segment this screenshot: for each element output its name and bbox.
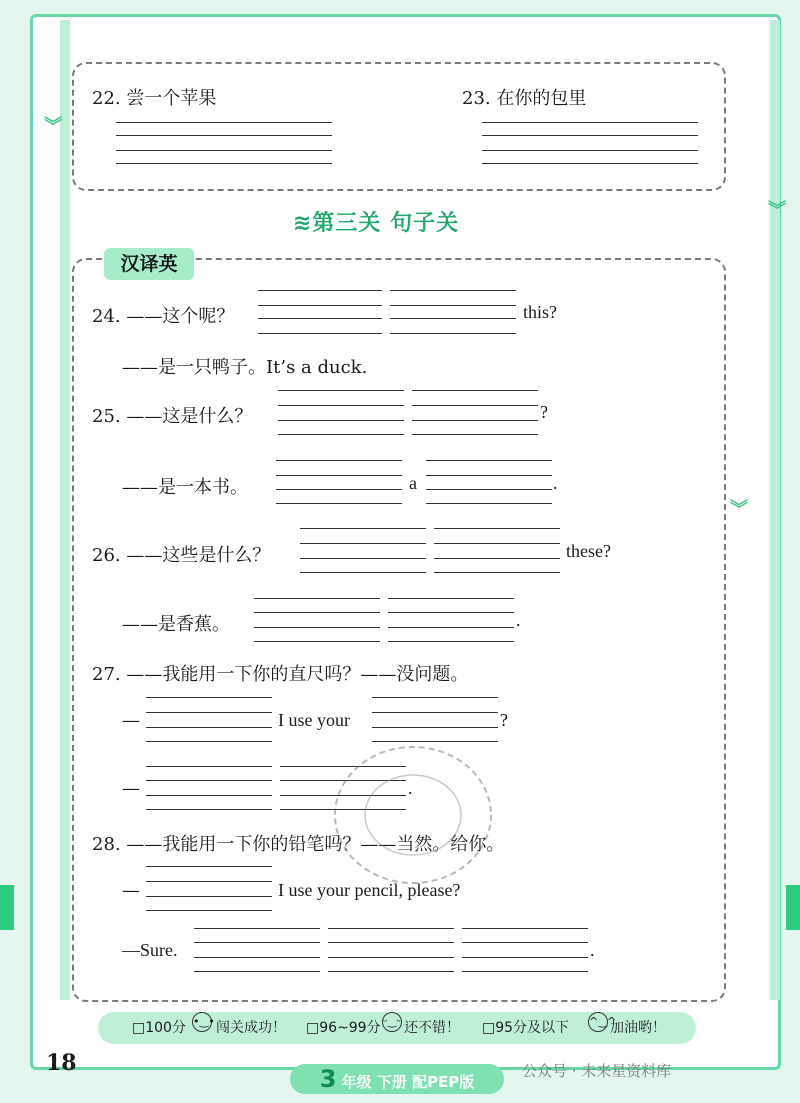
answer-line[interactable] bbox=[146, 881, 272, 882]
answer-line[interactable] bbox=[194, 942, 320, 943]
answer-line[interactable] bbox=[300, 572, 426, 573]
left-side-tab bbox=[0, 885, 14, 930]
answer-line[interactable] bbox=[278, 420, 404, 421]
answer-line[interactable] bbox=[276, 489, 402, 490]
answer-line[interactable] bbox=[462, 971, 588, 972]
answer-line[interactable] bbox=[254, 627, 380, 628]
answer-line[interactable] bbox=[434, 543, 560, 544]
answer-line[interactable] bbox=[390, 318, 516, 319]
q28-dash: — bbox=[122, 880, 140, 901]
answer-line[interactable] bbox=[276, 503, 402, 504]
q27-end: . bbox=[408, 778, 413, 798]
q25-question: 25. ——这是什么？ bbox=[92, 406, 253, 427]
q25-suffix: ? bbox=[540, 402, 548, 422]
answer-line[interactable] bbox=[146, 896, 272, 897]
grade-text: 年级 下册 配PEP版 bbox=[341, 1073, 475, 1091]
chevron-icon: ︾ bbox=[44, 116, 62, 137]
score-96: □96~99分 bbox=[306, 1020, 381, 1036]
answer-line[interactable] bbox=[146, 910, 272, 911]
answer-line[interactable] bbox=[116, 135, 332, 136]
q26-question: 26. ——这些是什么？ bbox=[92, 545, 271, 566]
answer-line[interactable] bbox=[388, 641, 514, 642]
q28-question: 28. ——我能用一下你的铅笔吗？——当然。给你。 bbox=[92, 834, 505, 855]
answer-line[interactable] bbox=[426, 475, 552, 476]
wechat-watermark: 公众号 · 未来星资料库 bbox=[522, 1062, 672, 1080]
answer-line[interactable] bbox=[390, 290, 516, 291]
score-100: □100分 bbox=[132, 1020, 186, 1036]
answer-line[interactable] bbox=[146, 727, 272, 728]
answer-line[interactable] bbox=[276, 475, 402, 476]
answer-line[interactable] bbox=[278, 390, 404, 391]
q25-answer: ——是一本书。 bbox=[122, 477, 248, 498]
q25-end: . bbox=[553, 473, 558, 493]
answer-line[interactable] bbox=[426, 460, 552, 461]
q24-question: 24. ——这个呢？ bbox=[92, 306, 235, 327]
answer-line[interactable] bbox=[482, 122, 698, 123]
q26-suffix: these? bbox=[566, 541, 611, 561]
answer-line[interactable] bbox=[388, 627, 514, 628]
q28-end: . bbox=[590, 940, 595, 960]
watermark-stamp bbox=[318, 735, 508, 895]
answer-line[interactable] bbox=[146, 697, 272, 698]
answer-line[interactable] bbox=[146, 795, 272, 796]
score-96-text: 还不错！ bbox=[404, 1020, 460, 1036]
answer-line[interactable] bbox=[462, 928, 588, 929]
answer-line[interactable] bbox=[482, 163, 698, 164]
answer-line[interactable] bbox=[254, 612, 380, 613]
answer-line[interactable] bbox=[258, 290, 382, 291]
answer-line[interactable] bbox=[146, 766, 272, 767]
answer-line[interactable] bbox=[258, 333, 382, 334]
answer-line[interactable] bbox=[412, 390, 538, 391]
answer-line[interactable] bbox=[482, 135, 698, 136]
q25-mid: a bbox=[409, 473, 417, 493]
answer-line[interactable] bbox=[388, 598, 514, 599]
q26-answer: ——是香蕉。 bbox=[122, 614, 230, 635]
q28-mid: I use your pencil, please? bbox=[278, 880, 461, 900]
answer-line[interactable] bbox=[276, 460, 402, 461]
answer-line[interactable] bbox=[194, 971, 320, 972]
answer-line[interactable] bbox=[372, 712, 498, 713]
q27-mid: I use your bbox=[278, 710, 350, 730]
answer-line[interactable] bbox=[388, 612, 514, 613]
answer-line[interactable] bbox=[372, 727, 498, 728]
answer-line[interactable] bbox=[278, 405, 404, 406]
score-95: □95分及以下 bbox=[482, 1020, 570, 1036]
q27-dash2: — bbox=[122, 778, 140, 799]
grade-badge bbox=[290, 1064, 504, 1094]
q24-answer: ——是一只鸭子。It’s a duck. bbox=[122, 357, 368, 378]
answer-line[interactable] bbox=[194, 957, 320, 958]
answer-line[interactable] bbox=[146, 809, 272, 810]
answer-line[interactable] bbox=[254, 641, 380, 642]
answer-line[interactable] bbox=[194, 928, 320, 929]
q22-label: 22. 尝一个苹果 bbox=[92, 88, 217, 109]
answer-line[interactable] bbox=[146, 780, 272, 781]
right-side-tab bbox=[786, 885, 800, 930]
answer-line[interactable] bbox=[390, 305, 516, 306]
answer-line[interactable] bbox=[328, 957, 454, 958]
answer-line[interactable] bbox=[412, 420, 538, 421]
answer-line[interactable] bbox=[146, 741, 272, 742]
answer-line[interactable] bbox=[300, 558, 426, 559]
score-100-text: 闯关成功！ bbox=[216, 1020, 286, 1036]
answer-line[interactable] bbox=[258, 305, 382, 306]
page-number: 18 bbox=[46, 1050, 77, 1076]
q28-sure: —Sure. bbox=[122, 940, 178, 960]
answer-line[interactable] bbox=[300, 528, 426, 529]
answer-line[interactable] bbox=[434, 528, 560, 529]
answer-line[interactable] bbox=[426, 489, 552, 490]
answer-line[interactable] bbox=[116, 163, 332, 164]
score-95-text: 加油哟！ bbox=[610, 1020, 666, 1036]
answer-line[interactable] bbox=[412, 434, 538, 435]
section-title: ≋第三关 句子关 bbox=[285, 206, 467, 237]
q26-end: . bbox=[516, 610, 521, 630]
answer-line[interactable] bbox=[462, 942, 588, 943]
answer-line[interactable] bbox=[146, 712, 272, 713]
answer-line[interactable] bbox=[390, 333, 516, 334]
section-tag: 汉译英 bbox=[104, 248, 194, 280]
phrase-box bbox=[72, 62, 726, 191]
q27-dash: — bbox=[122, 710, 140, 731]
answer-line[interactable] bbox=[116, 150, 332, 151]
answer-line[interactable] bbox=[434, 572, 560, 573]
answer-line[interactable] bbox=[146, 866, 272, 867]
q23-label: 23. 在你的包里 bbox=[462, 88, 587, 109]
answer-line[interactable] bbox=[372, 697, 498, 698]
chevron-icon: ︾ bbox=[730, 499, 748, 520]
answer-line[interactable] bbox=[482, 150, 698, 151]
q27-question: 27. ——我能用一下你的直尺吗？——没问题。 bbox=[92, 664, 469, 685]
answer-line[interactable] bbox=[300, 543, 426, 544]
chevron-icon: ︾ bbox=[768, 200, 786, 221]
answer-line[interactable] bbox=[328, 928, 454, 929]
q27-suffix: ? bbox=[500, 710, 508, 730]
answer-line[interactable] bbox=[116, 122, 332, 123]
answer-line[interactable] bbox=[462, 957, 588, 958]
answer-line[interactable] bbox=[258, 318, 382, 319]
answer-line[interactable] bbox=[412, 405, 538, 406]
answer-line[interactable] bbox=[328, 942, 454, 943]
answer-line[interactable] bbox=[278, 434, 404, 435]
answer-line[interactable] bbox=[426, 503, 552, 504]
answer-line[interactable] bbox=[254, 598, 380, 599]
q24-suffix: this? bbox=[523, 302, 557, 322]
answer-line[interactable] bbox=[434, 558, 560, 559]
answer-line[interactable] bbox=[328, 971, 454, 972]
grade-number: 3 bbox=[319, 1065, 337, 1093]
score-bar: □100分 •‿• 闯关成功！ □96~99分 ᵕ‿ᵕ 还不错！ □95分及以下 ^‿^ 加油哟！ bbox=[98, 1012, 696, 1044]
